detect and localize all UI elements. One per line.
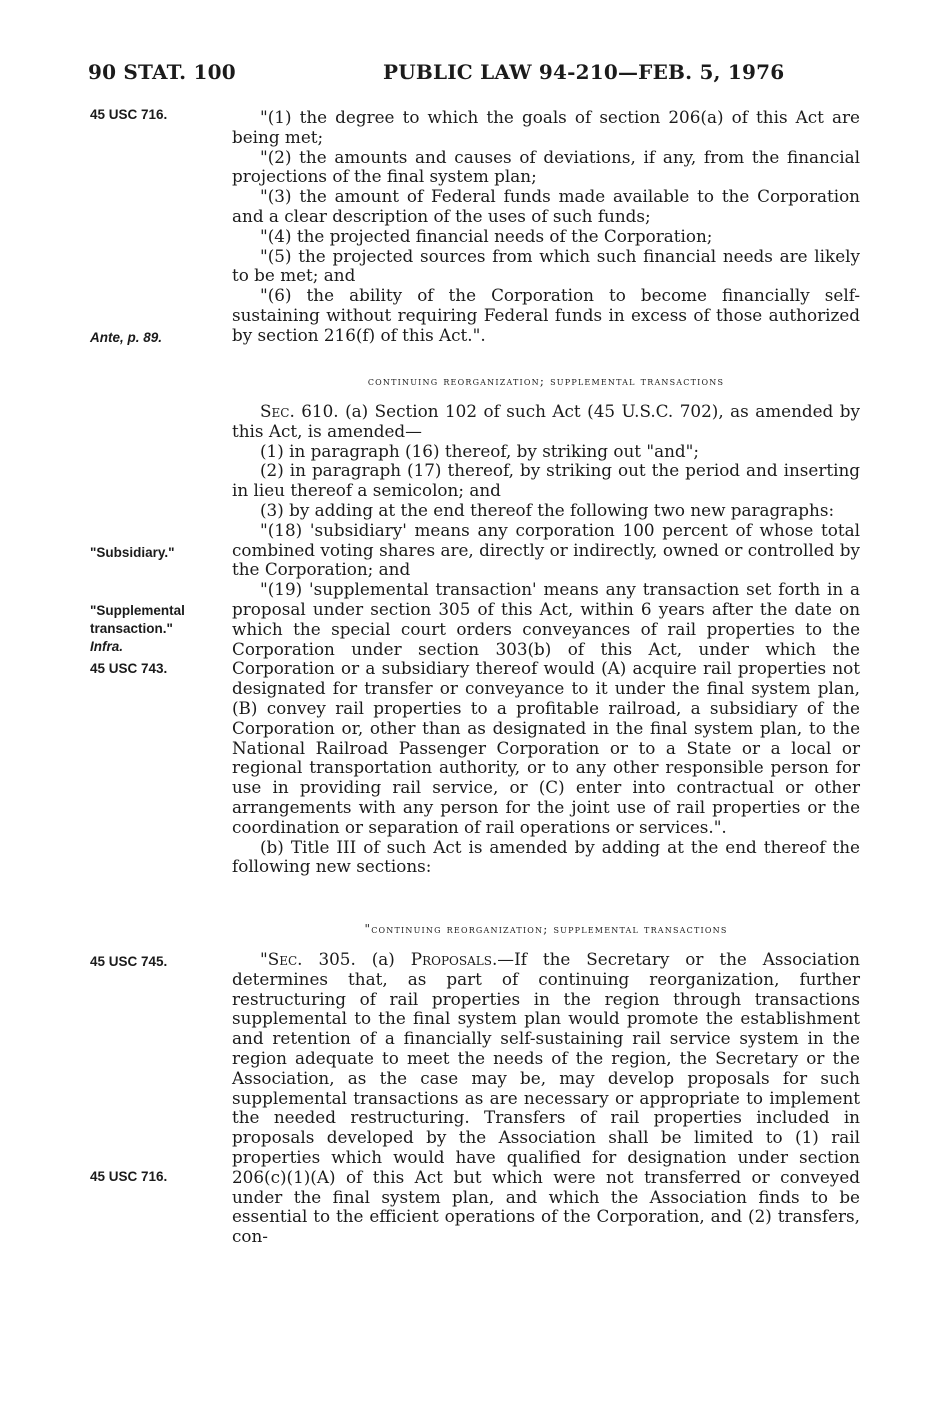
list-item: "(3) the amount of Federal funds made available to the Corporation and a clear description of the uses of such funds; — [232, 186, 860, 226]
section-610-block — [232, 402, 860, 877]
paragraph: (1) in paragraph (16) thereof, by striking out "and"; — [260, 440, 699, 461]
section-heading: continuing reorganization; supplemental transactions — [367, 374, 725, 388]
sec-label: "Sec. — [260, 949, 303, 969]
section-610-intro: Sec. 610. (a) Section 102 of such Act (45 U.S.C. 702), as amended by this Act, is amended— — [232, 401, 860, 441]
margin-note-ante: Ante, p. 89. — [90, 330, 163, 345]
margin-note-infra: Infra. — [90, 639, 124, 654]
margin-note-usc-716-bottom: 45 USC 716. — [90, 1169, 168, 1184]
margin-note-usc-745: 45 USC 745. — [90, 954, 168, 969]
list-item: "(1) the degree to which the goals of section 206(a) of this Act are being met; — [232, 107, 860, 147]
sec-label: Sec. — [260, 401, 295, 421]
definition-subsidiary: "(18) 'subsidiary' means any corporation 100 percent of whose total combined voting shares are, directly or indirectly, owned or controlled by the Corporation; and — [232, 519, 860, 580]
section-305-block — [232, 950, 860, 1247]
list-item: "(2) the amounts and causes of deviations, if any, from the financial projections of the final system plan; — [232, 146, 860, 187]
section-heading: "continuing reorganization; supplemental transactions — [364, 922, 728, 936]
page-title: PUBLIC LAW 94-210—FEB. 5, 1976 — [383, 60, 785, 84]
margin-note-supplemental: "Supplemental — [90, 603, 185, 618]
margin-note-subsidiary: "Subsidiary." — [90, 545, 175, 560]
margin-note-usc-743: 45 USC 743. — [90, 661, 168, 676]
paragraph: (3) by adding at the end thereof the following two new paragraphs: — [260, 499, 835, 520]
page-reference: 90 STAT. 100 — [88, 60, 236, 84]
paragraph: (b) Title III of such Act is amended by adding at the end thereof the following new sections: — [232, 836, 860, 877]
list-item: "(4) the projected financial needs of the Corporation; — [260, 225, 713, 246]
list-item: "(5) the projected sources from which such financial needs are likely to be met; and — [232, 245, 860, 286]
list-item: "(6) the ability of the Corporation to become financially self-sustaining without requiring Federal funds in excess of those authorized by section 216(f) of this Act.". — [232, 285, 860, 345]
list-items-block — [232, 108, 860, 346]
section-305-text: "Sec. 305. (a) Proposals.—If the Secretary or the Association determines that, as part of continuing reorganization, further restructuring of rail properties in the region through transactions supplemental to the final system plan would promote the establishment and retention of a financially self-sustaining rail service system in the region adequate to meet the needs of the region, the Secretary or the Association, as the case may be, may develop proposals for such supplemental transactions as are necessary or appropriate to implement the needed restructuring. Transfers of rail properties included in proposals developed by the Association shall be limited to (1) rail properties which would have qualified for designation under section 206(c)(1)(A) of this Act but which were not transferred or conveyed under the final system plan, and which the Association finds to be essential to the efficient operations of the Corporation, and (2) transfers, con- — [232, 949, 860, 1247]
proposals-label: Proposals. — [410, 949, 498, 969]
margin-note-transaction: transaction." — [90, 621, 173, 636]
definition-supplemental-transaction: "(19) 'supplemental transaction' means any transaction set forth in a proposal under section 305 of this Act, within 6 years after the date on which the special court orders conveyances of rail properties to the Corporation under section 303(b) of this Act, under which the Corporation or a subsidiary thereof would (A) acquire rail properties not designated for transfer or conveyance to it under the final system plan, (B) convey rail properties to a profitable railroad, a subsidiary of the Corporation or, other than as designated in the final system plan, to the National Railroad Passenger Corporation or to a State or a local or regional transportation authority, or to any other responsible person for use in providing rail service, or (C) enter into contractual or other arrangements with any person for the joint use of rail properties or the coordination or separation of rail operations or services.". — [232, 579, 860, 837]
paragraph: (2) in paragraph (17) thereof, by striking out the period and inserting in lieu thereof a semicolon; and — [232, 460, 860, 501]
margin-note-usc-716: 45 USC 716. — [90, 107, 168, 122]
